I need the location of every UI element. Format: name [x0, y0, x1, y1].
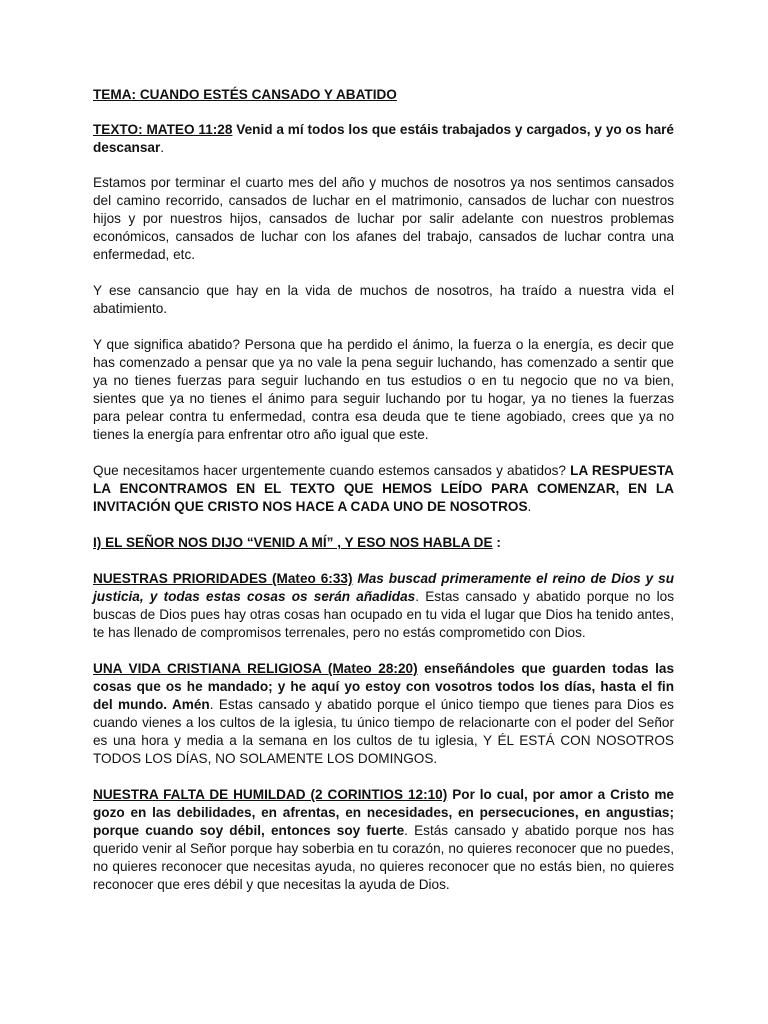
answer-end: .: [527, 499, 532, 514]
question-paragraph: [93, 462, 674, 516]
prioridades-text: . Estas cansado y abatido porque no los buscas de Dios pues hay otras cosas han ocupado en tu vida el lugar que Dios ha tenido antes, te has llenado de compromisos terrenales, pero no estás comprometido con Dios.: [93, 589, 675, 640]
key-verse-reference: TEXTO: MATEO 11:28: [93, 122, 233, 137]
humildad-paragraph: [93, 786, 674, 894]
cansancio-paragraph: Y ese cansancio que hay en la vida de muchos de nosotros, ha traído a nuestra vida el abatimiento.: [93, 283, 674, 316]
section-heading-text: I) EL SEÑOR NOS DIJO “VENID A MÍ” , Y ESO NOS HABLA DE: [93, 535, 493, 550]
prioridades-label: NUESTRAS PRIORIDADES (Mateo 6:33): [93, 571, 353, 586]
section-heading-end: :: [492, 535, 501, 550]
question-text: Que necesitamos hacer urgentemente cuando estemos cansados y abatidos?: [93, 463, 571, 478]
humildad-text: . Estás cansado y abatido porque nos has querido venir al Señor porque hay soberbia en tu corazón, no quieres reconocer que no puedes, no quieres reconocer que necesitas ayuda, no quieres reconocer que no estás bien, no quieres reconocer que eres débil y que necesitas la ayuda de Dios.: [93, 823, 674, 892]
key-verse-text: Venid a mí todos los que estáis trabajados y cargados, y yo os haré descansar: [93, 122, 674, 155]
section-heading: [93, 534, 674, 552]
sermon-title: TEMA: CUANDO ESTÉS CANSADO Y ABATIDO: [93, 87, 397, 102]
humildad-verse: Por lo cual, por amor a Cristo me gozo en las debilidades, en afrentas, en necesidades, en persecuciones, en angustias; porque cuando soy débil, entonces soy fuerte: [93, 787, 674, 838]
vida-religiosa-text: . Estas cansado y abatido porque el único tiempo que tienes para Dios es cuando vienes a los cultos de la iglesia, tu único tiempo de relacionarte con el poder del Señor es una hora y media a la semana en los cultos de tu iglesia, Y ÉL ESTÁ CON NOSOTROS TODOS LOS DÍAS, NO SOLAMENTE LOS DOMINGOS.: [93, 697, 674, 766]
vida-religiosa-paragraph: [93, 660, 674, 768]
vida-religiosa-verse: enseñándoles que guarden todas las cosas que os he mandado; y he aquí yo estoy con vosotros todos los días, hasta el fin del mundo. Amén: [93, 661, 674, 712]
document-body: [93, 86, 674, 912]
key-verse-paragraph: [93, 121, 674, 157]
humildad-label: NUESTRA FALTA DE HUMILDAD (2 CORINTIOS 12:10): [93, 787, 448, 802]
prioridades-paragraph: [93, 570, 674, 642]
answer-text: LA RESPUESTA LA ENCONTRAMOS EN EL TEXTO QUE HEMOS LEÍDO PARA COMENZAR, EN LA INVITACIÓN QUE CRISTO NOS HACE A CADA UNO DE NOSOTROS: [93, 463, 674, 514]
vida-religiosa-label: UNA VIDA CRISTIANA RELIGIOSA (Mateo 28:20): [93, 661, 418, 676]
key-verse-end: .: [160, 140, 165, 155]
prioridades-verse: Mas buscad primeramente el reino de Dios y su justicia, y todas estas cosas os serán añadidas: [93, 571, 674, 604]
intro-paragraph: Estamos por terminar el cuarto mes del año y muchos de nosotros ya nos sentimos cansados del camino recorrido, cansados de luchar en el matrimonio, cansados de luchar con nuestros hijos y por nuestros hijos, cansados de luchar por salir adelante con nuestros problemas económicos, cansados de luchar con los afanes del trabajo, cansados de luchar contra una enfermedad, etc.: [93, 175, 674, 262]
abatido-definition-paragraph: Y que significa abatido? Persona que ha perdido el ánimo, la fuerza o la energía, es decir que has comenzado a pensar que ya no vale la pena seguir luchando, has comenzado a sentir que ya no tienes fuerzas para seguir luchando en tus estudios o en tu negocio que no va bien, sientes que ya no tienes el ánimo para seguir luchando por tu hogar, ya no tienes la fuerzas para pelear contra tu enfermedad, contra esa deuda que te tiene agobiado, crees que ya no tienes la energía para enfrentar otro año igual que este.: [93, 337, 674, 442]
